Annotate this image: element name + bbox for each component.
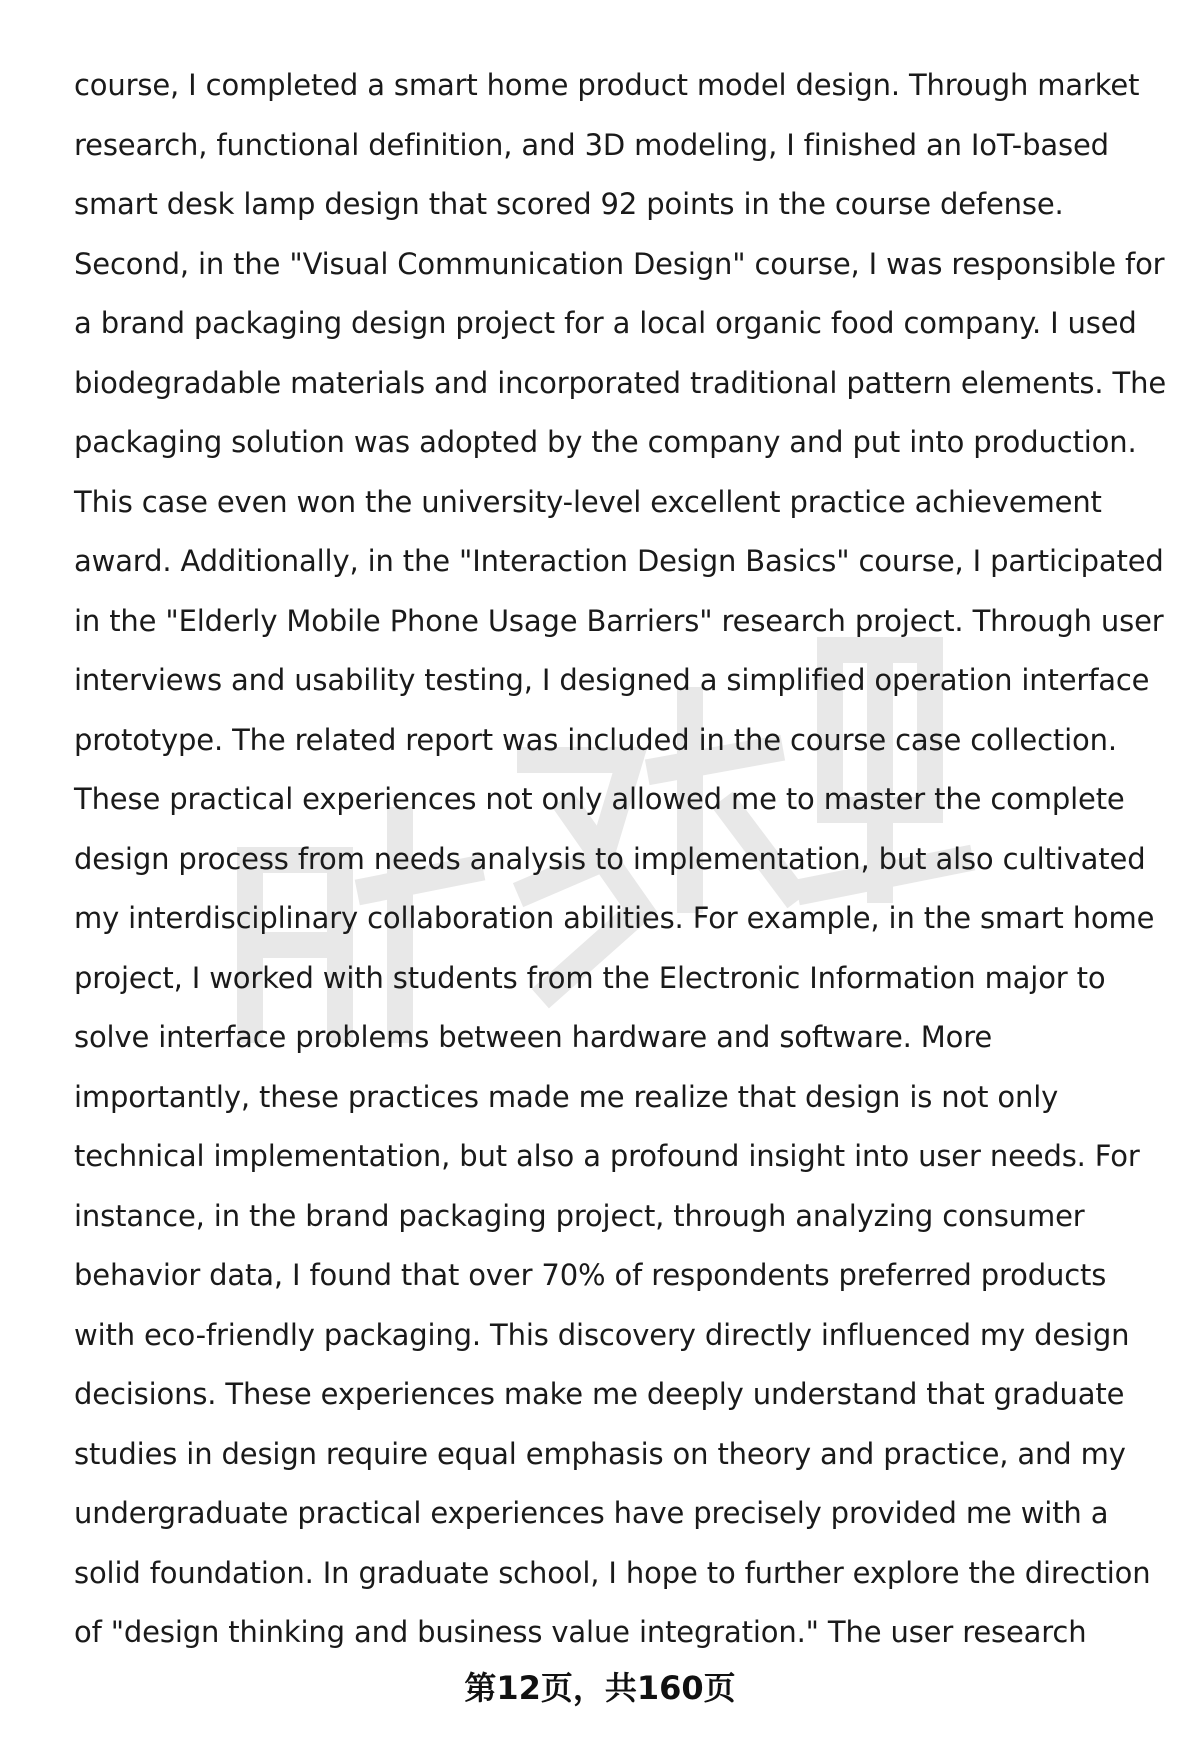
text-line: project, I worked with students from the Electronic Information major to: [74, 960, 1106, 995]
text-line: course, I completed a smart home product model design. Through market: [74, 68, 1140, 102]
body-paragraph: [74, 56, 1167, 1663]
text-line: a brand packaging design project for a local organic food company. I used: [74, 306, 1137, 340]
text-line: importantly, these practices made me realize that design is not only: [74, 1079, 1059, 1114]
text-line: my interdisciplinary collaboration abilities. For example, in the smart home: [74, 901, 1155, 935]
text-line: undergraduate practical experiences have precisely provided me with a: [74, 1496, 1109, 1530]
text-line: design process from needs analysis to implementation, but also cultivated: [74, 841, 1146, 876]
text-line: biodegradable materials and incorporated traditional pattern elements. The: [74, 365, 1167, 400]
text-line: studies in design require equal emphasis on theory and practice, and my: [74, 1436, 1126, 1471]
text-line: behavior data, I found that over 70% of respondents preferred products: [74, 1258, 1107, 1292]
text-line: award. Additionally, in the "Interaction Design Basics" course, I participated: [74, 544, 1164, 578]
text-line: smart desk lamp design that scored 92 points in the course defense.: [74, 187, 1064, 221]
text-line: solid foundation. In graduate school, I hope to further explore the direction: [74, 1555, 1151, 1590]
text-line: instance, in the brand packaging project, through analyzing consumer: [74, 1198, 1085, 1233]
text-line: research, functional definition, and 3D modeling, I finished an IoT-based: [74, 127, 1109, 162]
text-line: of "design thinking and business value integration." The user research: [74, 1615, 1087, 1649]
text-line: with eco-friendly packaging. This discovery directly influenced my design: [74, 1317, 1130, 1352]
text-line: in the "Elderly Mobile Phone Usage Barriers" research project. Through user: [74, 603, 1164, 638]
text-line: interviews and usability testing, I designed a simplified operation interface: [74, 663, 1150, 697]
page-number-footer: 第12页，共160页: [464, 1669, 736, 1707]
text-line: These practical experiences not only allowed me to master the complete: [74, 782, 1125, 816]
text-line: Second, in the "Visual Communication Design" course, I was responsible for: [74, 246, 1165, 281]
text-line: solve interface problems between hardware and software. More: [74, 1020, 993, 1054]
text-line: packaging solution was adopted by the company and put into production.: [74, 425, 1137, 459]
text-line: This case even won the university-level excellent practice achievement: [74, 484, 1102, 519]
text-line: technical implementation, but also a profound insight into user needs. For: [74, 1139, 1140, 1173]
text-line: prototype. The related report was included in the course case collection.: [74, 722, 1117, 757]
text-line: decisions. These experiences make me deeply understand that graduate: [74, 1377, 1125, 1411]
